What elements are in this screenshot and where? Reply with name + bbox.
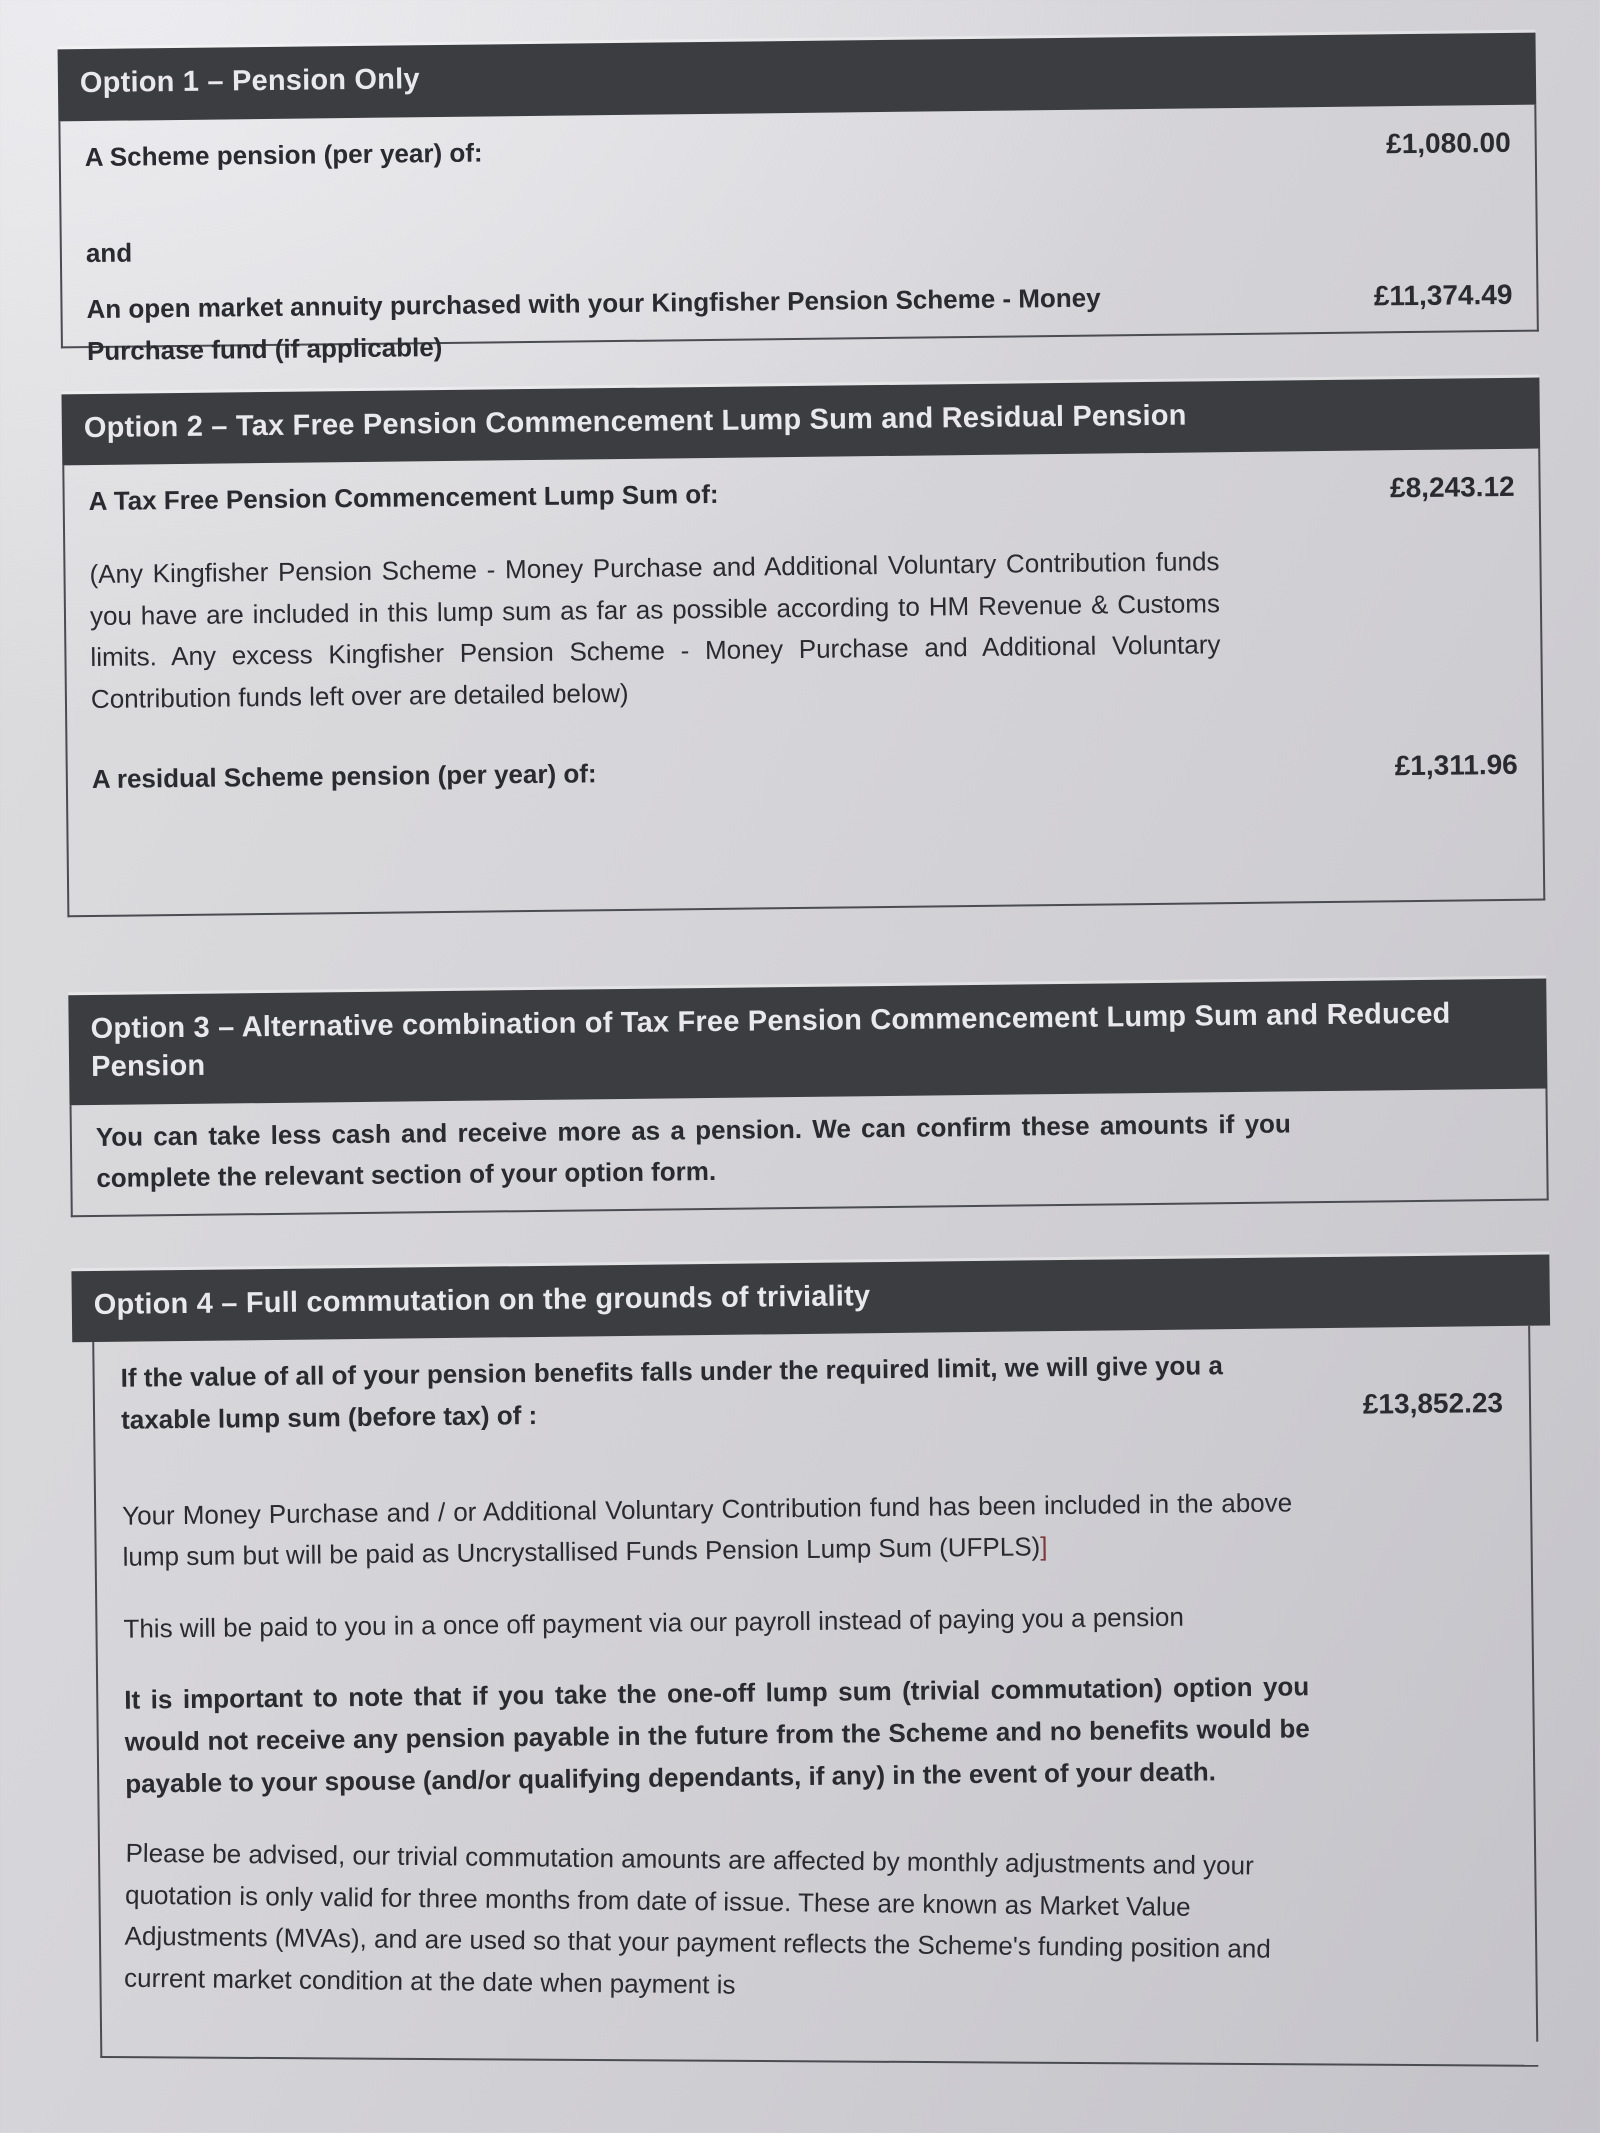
- scheme-pension-row: [85, 121, 1511, 182]
- option4-bottom-border: [100, 2056, 1538, 2067]
- option2-section: [61, 377, 1545, 917]
- ufpls-paragraph: [122, 1482, 1293, 1578]
- tax-free-lump-sum-row: [88, 465, 1514, 526]
- option1-title: Option 1 – Pension Only: [79, 63, 420, 100]
- option4-title: Option 4 – Full commutation on the grounds of triviality: [93, 1279, 871, 1321]
- option3-section: [68, 979, 1548, 1217]
- residual-pension-row: [92, 742, 1518, 803]
- option4-body: [92, 1326, 1538, 2058]
- open-market-annuity-label: An open market annuity purchased with your Kingfisher Pension Scheme - Money Purchase fund (if applicable): [86, 282, 1101, 366]
- mva-validity-paragraph: Please be advised, our trivial commutation amounts are affected by monthly adjustments and your quotation is only valid for three months from date of issue. These are known as Market Value Adjustments (MVAs), and are used so that your payment reflects the Scheme's funding position and current market condition at the date when payment is: [123, 1837, 1271, 2000]
- trivial-lump-sum-label: If the value of all of your pension benefits falls under the required limit, we will give you a taxable lump sum (before tax) of :: [120, 1350, 1224, 1435]
- scheme-pension-label: A Scheme pension (per year) of:: [84, 137, 483, 172]
- important-note-paragraph: It is important to note that if you take the one-off lump sum (trivial commutation) option you would not receive any pension payable in the future from the Scheme and no benefits would be payable to your spouse (and/or qualifying dependants, if any) in the event of your death.: [124, 1671, 1310, 1799]
- option2-body: [62, 449, 1545, 918]
- stray-bracket-mark: ]: [1040, 1531, 1048, 1562]
- residual-pension-value: £1,311.96: [1394, 748, 1518, 781]
- open-market-annuity-row: [86, 273, 1513, 372]
- trivial-lump-sum-row: [120, 1342, 1503, 1441]
- and-connector: and: [85, 238, 133, 269]
- mp-avc-inclusion-note: (Any Kingfisher Pension Scheme - Money Purchase and Additional Voluntary Contribution funds you have are included in this lump sum as far as possible according to HM Revenue & Customs limits. Any excess Kingfisher Pension Scheme - Money Purchase and Additional Voluntary Contribution funds left over are detailed below): [89, 546, 1221, 714]
- option3-body: [70, 1088, 1549, 1217]
- residual-pension-label: A residual Scheme pension (per year) of:: [91, 757, 597, 794]
- trivial-lump-sum-value: £13,852.23: [1362, 1386, 1504, 1420]
- option1-body: [58, 104, 1538, 366]
- payroll-payment-paragraph: This will be paid to you in a once off payment via our payroll instead of paying you a pension: [123, 1601, 1184, 1644]
- option1-section: [58, 33, 1539, 366]
- option3-title: Option 3 – Alternative combination of Tax Free Pension Commencement Lump Sum and Reduced Pension: [90, 997, 1451, 1084]
- scheme-pension-value: £1,080.00: [1385, 126, 1511, 159]
- option3-body-text: You can take less cash and receive more as a pension. We can confirm these amounts if you complete the relevant section of your option form.: [95, 1108, 1291, 1194]
- option4-section: [71, 1254, 1558, 2058]
- option2-title: Option 2 – Tax Free Pension Commencement Lump Sum and Residual Pension: [83, 399, 1187, 444]
- tax-free-lump-sum-label: A Tax Free Pension Commencement Lump Sum of:: [88, 479, 719, 517]
- option3-header-bar: [68, 979, 1547, 1105]
- tax-free-lump-sum-value: £8,243.12: [1389, 471, 1515, 504]
- ufpls-paragraph-text: Your Money Purchase and / or Additional Voluntary Contribution fund has been included in the above lump sum but will be paid as Uncrystallised Funds Pension Lump Sum (UFPLS): [122, 1487, 1293, 1572]
- open-market-annuity-value: £11,374.49: [1373, 278, 1513, 312]
